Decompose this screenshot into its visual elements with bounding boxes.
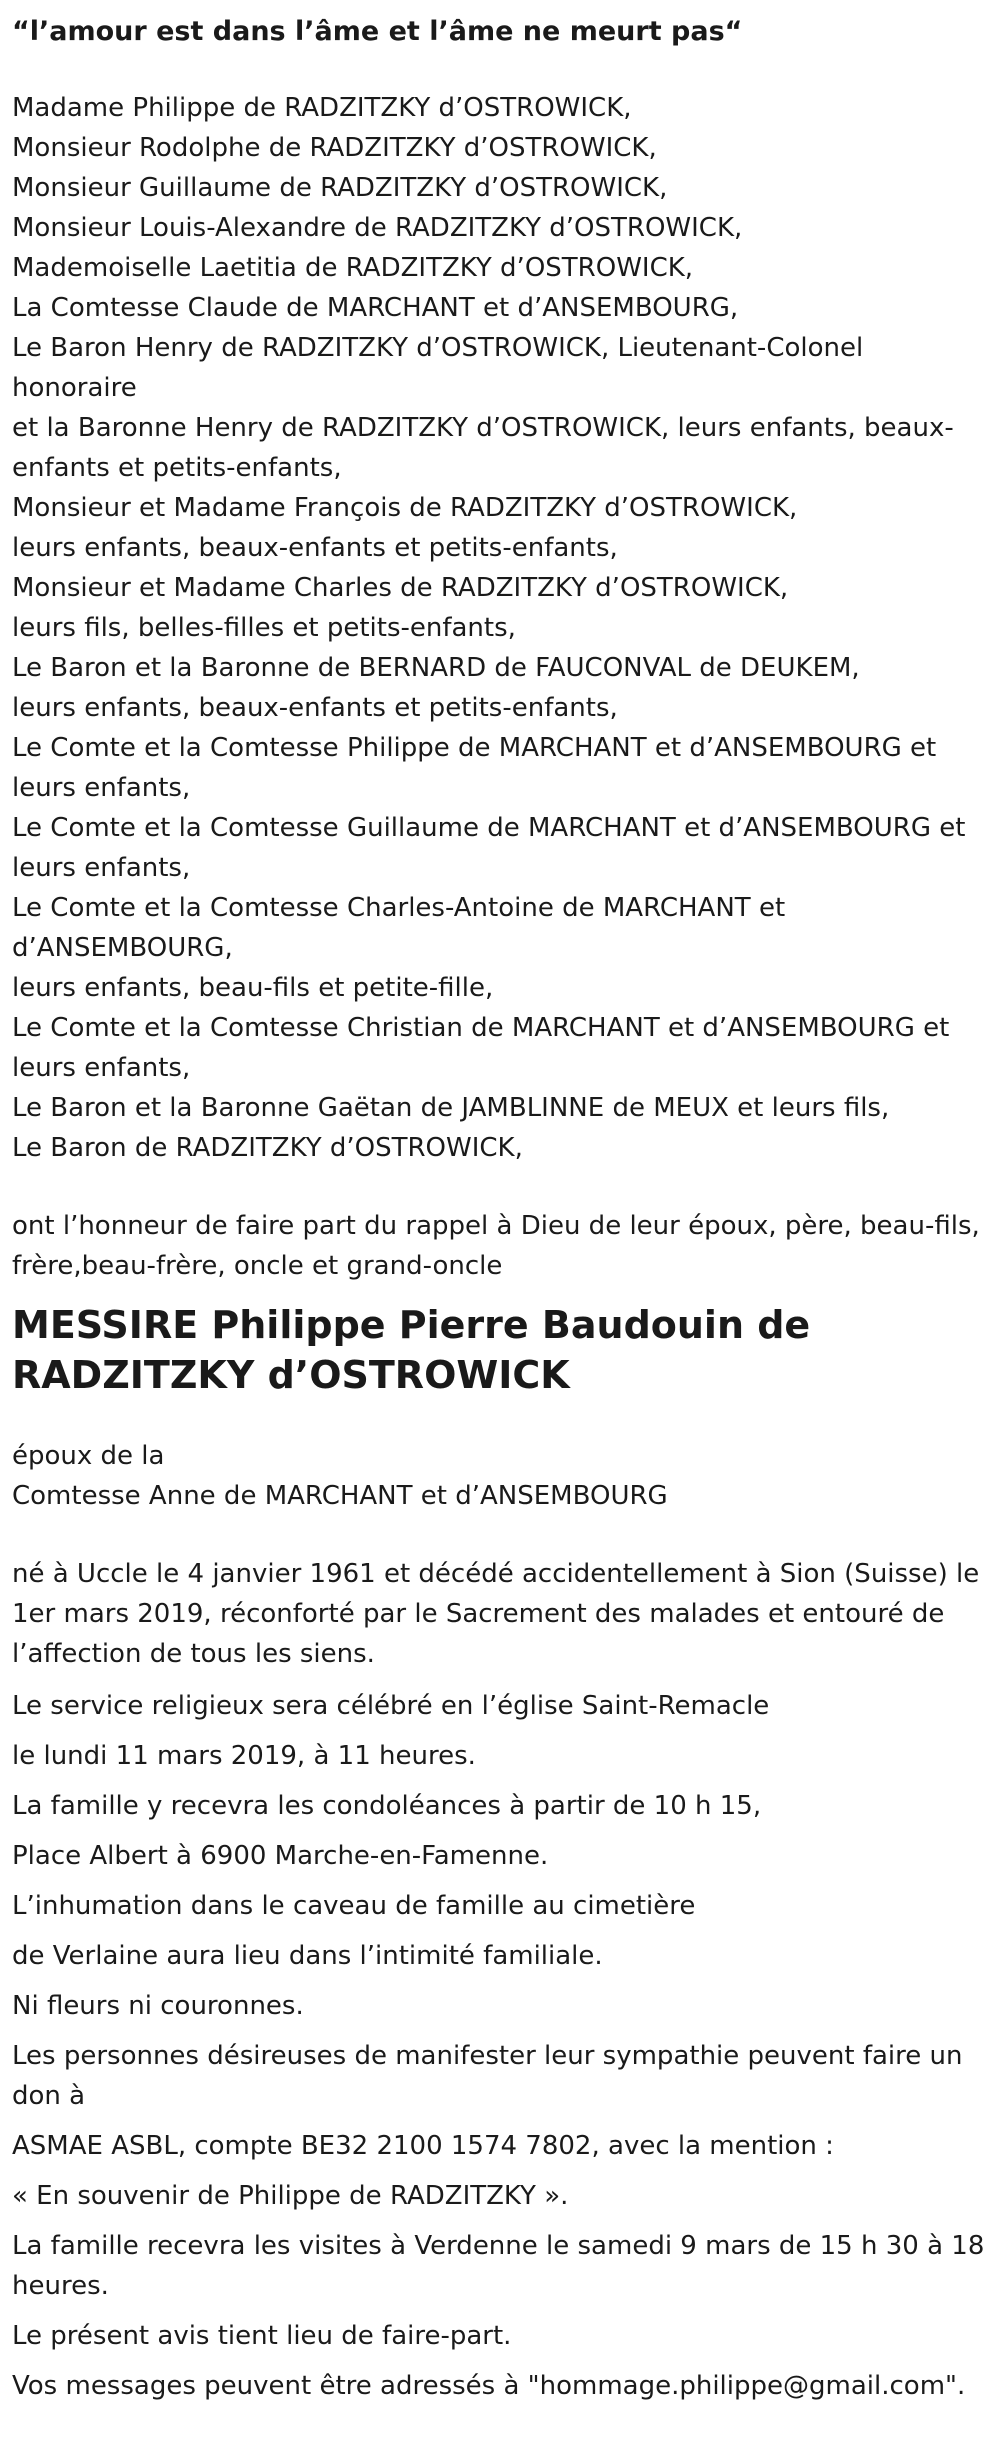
family-line: Le Baron de RADZITZKY d’OSTROWICK, (12, 1133, 523, 1163)
family-line: Monsieur et Madame Charles de RADZITZKY d’OSTROWICK, (12, 573, 789, 603)
service-line: de Verlaine aura lieu dans l’intimité familiale. (12, 1941, 603, 1971)
service-line: ASMAE ASBL, compte BE32 2100 1574 7802, avec la mention : (12, 2131, 834, 2161)
family-line: Le Comte et la Comtesse Charles-Antoine de MARCHANT et d’ANSEMBOURG, (12, 893, 786, 963)
family-list (12, 88, 988, 1168)
deceased-name: MESSIRE Philippe Pierre Baudouin de RADZITZKY d’OSTROWICK (12, 1303, 811, 1397)
service-line: La famille recevra les visites à Verdenne le samedi 9 mars de 15 h 30 à 18 heures. (12, 2231, 985, 2301)
spouse-name: Comtesse Anne de MARCHANT et d’ANSEMBOURG (12, 1481, 668, 1511)
family-line: Monsieur Louis-Alexandre de RADZITZKY d’OSTROWICK, (12, 213, 743, 243)
family-line: Le Comte et la Comtesse Philippe de MARCHANT et d’ANSEMBOURG et leurs enfants, (12, 733, 937, 803)
family-line: Le Comte et la Comtesse Guillaume de MARCHANT et d’ANSEMBOURG et leurs enfants, (12, 813, 966, 883)
service-line: La famille y recevra les condoléances à partir de 10 h 15, (12, 1791, 762, 1821)
family-line: Le Baron et la Baronne Gaëtan de JAMBLINNE de MEUX et leurs fils, (12, 1093, 890, 1123)
service-line: Ni fleurs ni couronnes. (12, 1991, 304, 2021)
service-details (12, 1686, 988, 2406)
family-line: Le Comte et la Comtesse Christian de MARCHANT et d’ANSEMBOURG et leurs enfants, (12, 1013, 950, 1083)
service-line: Les personnes désireuses de manifester leur sympathie peuvent faire un don à (12, 2041, 963, 2111)
family-line: et la Baronne Henry de RADZITZKY d’OSTROWICK, leurs enfants, beaux-enfants et petits-enfants, (12, 413, 954, 483)
family-line: Mademoiselle Laetitia de RADZITZKY d’OSTROWICK, (12, 253, 694, 283)
announcement-text: ont l’honneur de faire part du rappel à Dieu de leur époux, père, beau-fils, frère,beau-frère, oncle et grand-oncle (12, 1211, 980, 1281)
family-line: Monsieur Rodolphe de RADZITZKY d’OSTROWICK, (12, 133, 657, 163)
service-line: Le service religieux sera célébré en l’église Saint-Remacle (12, 1691, 770, 1721)
family-line: leurs enfants, beaux-enfants et petits-enfants, (12, 533, 618, 563)
family-line: La Comtesse Claude de MARCHANT et d’ANSEMBOURG, (12, 293, 739, 323)
service-line: « En souvenir de Philippe de RADZITZKY ». (12, 2181, 569, 2211)
family-line: leurs enfants, beau-fils et petite-fille, (12, 973, 494, 1003)
contact-email-line: Vos messages peuvent être adressés à "hommage.philippe@gmail.com". (12, 2371, 966, 2401)
birth-death-text: né à Uccle le 4 janvier 1961 et décédé accidentellement à Sion (Suisse) le 1er mars 2019, réconforté par le Sacrement des malades et entouré de l’affection de tous les siens. (12, 1559, 980, 1669)
service-line: Le présent avis tient lieu de faire-part. (12, 2321, 512, 2351)
family-line: leurs enfants, beaux-enfants et petits-enfants, (12, 693, 618, 723)
service-line: L’inhumation dans le caveau de famille au cimetière (12, 1891, 696, 1921)
family-line: leurs fils, belles-filles et petits-enfants, (12, 613, 516, 643)
family-line: Le Baron Henry de RADZITZKY d’OSTROWICK, Lieutenant-Colonel honoraire (12, 333, 864, 403)
family-line: Monsieur et Madame François de RADZITZKY d’OSTROWICK, (12, 493, 798, 523)
family-line: Le Baron et la Baronne de BERNARD de FAUCONVAL de DEUKEM, (12, 653, 860, 683)
family-line: Monsieur Guillaume de RADZITZKY d’OSTROWICK, (12, 173, 668, 203)
service-line: le lundi 11 mars 2019, à 11 heures. (12, 1741, 476, 1771)
service-line: Place Albert à 6900 Marche-en-Famenne. (12, 1841, 549, 1871)
epigraph-quote: “l’amour est dans l’âme et l’âme ne meurt pas“ (12, 16, 743, 47)
spouse-line: époux de la (12, 1441, 165, 1471)
family-line: Madame Philippe de RADZITZKY d’OSTROWICK, (12, 93, 632, 123)
